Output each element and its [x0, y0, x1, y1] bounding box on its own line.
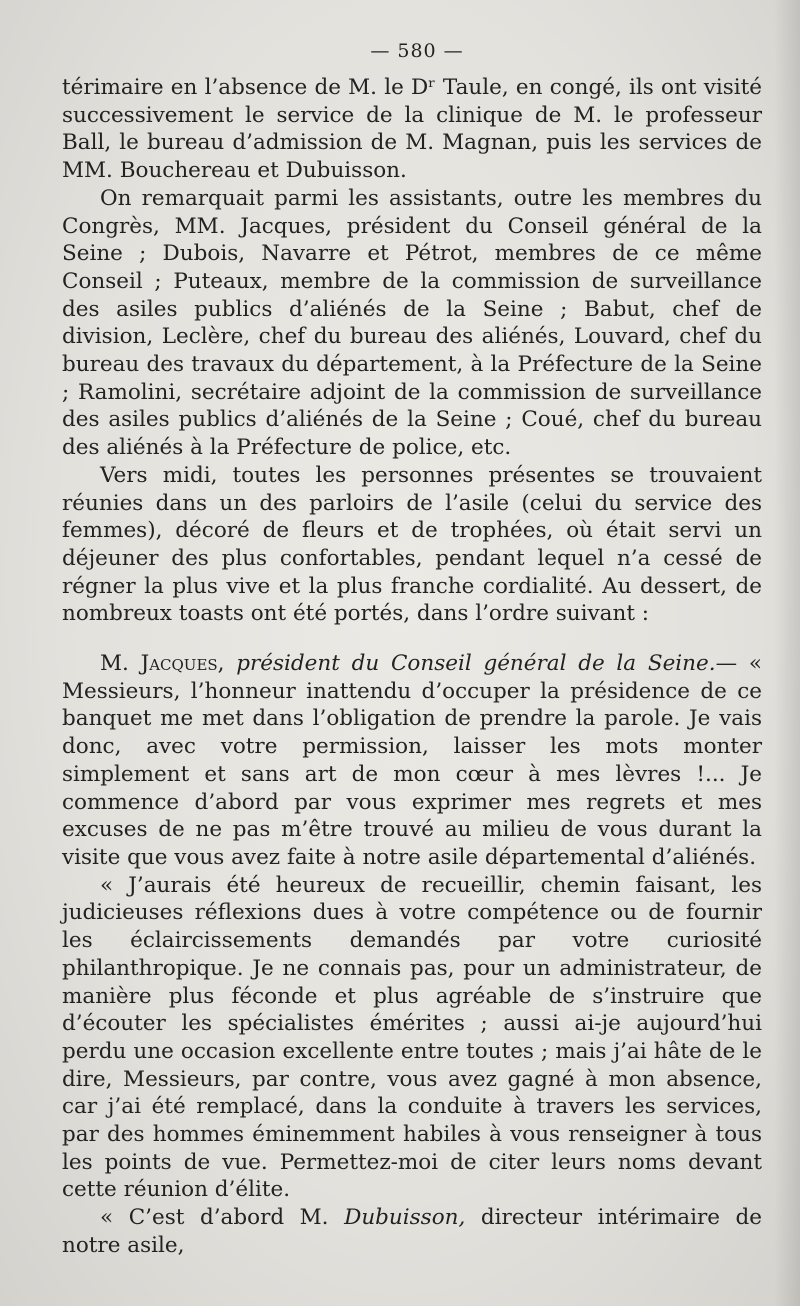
paragraph-speech-continued: « J’aurais été heureux de recueillir, chemin faisant, les judicieuses réflexions dues à votre compétence ou de fournir les éclaircissements demandés par votre curiosité philanthropique. Je ne connais pas, pour un administrateur, de manière plus féconde et plus agréable de s’instruire que d’écouter les spécialistes émérites ; aussi ai-je aujourd’hui perdu une occasion excellente entre toutes ; mais j’ai hâte de le dire, Messieurs, par contre, vous avez gagné à mon absence, car j’ai été remplacé, dans la conduite à travers les services, par des hommes éminemment habiles à vous renseigner à tous les points de vue. Permettez-moi de citer leurs noms devant cette réunion d’élite.	[62, 872, 762, 1203]
paragraph-visit-services: térimaire en l’absence de M. le Dʳ Taule, en congé, ils ont visité successivement le service de la clinique de M. le professeur Ball, le bureau d’admission de M. Magnan, puis les services de MM. Bouchereau et Dubuisson.	[62, 75, 762, 184]
person-name: Dubuisson,	[344, 1205, 466, 1231]
paragraph-dubuisson	[62, 1204, 762, 1259]
speech-start: « C’est d’abord M.	[100, 1205, 329, 1231]
speech-text: — « Messieurs, l’honneur inattendu d’occuper la présidence de ce banquet me met dans l’obligation de prendre la parole. Je vais donc, avec votre permission, laisser les mots monter simplement et sans art de mon cœur à mes lèvres !... Je commence d’abord par vous exprimer mes regrets et mes excuses de ne pas m’être trouvé au milieu de vous durant la visite que vous avez faite à notre asile départemental d’aliénés.	[62, 651, 762, 870]
speaker-title: président du Conseil général de la Seine.	[236, 651, 716, 677]
page-number: — 580 —	[370, 40, 464, 62]
speaker-name: M. Jacques,	[100, 651, 225, 677]
speech-rest: directeur intérimaire de notre asile,	[62, 1205, 762, 1258]
paragraph-toast-jacques	[62, 650, 762, 872]
paragraph-attendees: On remarquait parmi les assistants, outre les membres du Congrès, MM. Jacques, président du Conseil général de la Seine ; Dubois, Navarre et Pétrot, membres de ce même Conseil ; Puteaux, membre de la commission de surveillance des asiles publics d’aliénés de la Seine ; Babut, chef de division, Leclère, chef du bureau des aliénés, Louvard, chef du bureau des travaux du département, à la Préfecture de la Seine ; Ramolini, secrétaire adjoint de la commission de surveillance des asiles publics d’aliénés de la Seine ; Coué, chef du bureau des aliénés à la Préfecture de police, etc.	[62, 185, 762, 461]
paragraph-banquet: Vers midi, toutes les personnes présentes se trouvaient réunies dans un des parloirs de l’asile (celui du service des femmes), décoré de fleurs et de trophées, où était servi un déjeuner des plus confortables, pendant lequel n’a cessé de régner la plus vive et la plus franche cordialité. Au dessert, de nombreux toasts ont été portés, dans l’ordre suivant :	[62, 462, 762, 627]
